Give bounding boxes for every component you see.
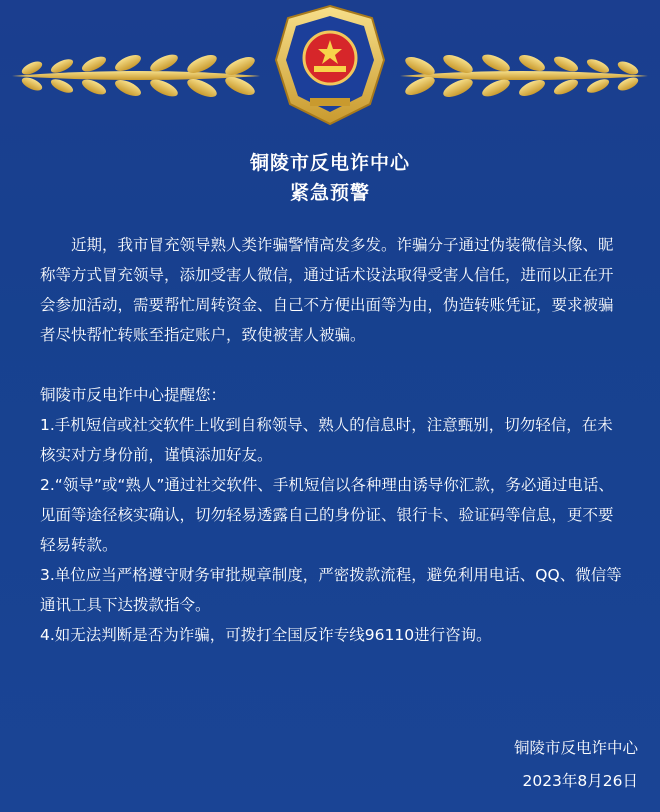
- notice-body: [40, 230, 625, 650]
- page-title: 铜陵市反电诈中心: [249, 152, 410, 174]
- tip-item-3: 3.单位应当严格遵守财务审批规章制度，严密拨款流程，避免利用电话、QQ、微信等通讯工具下达拨款指令。: [40, 566, 622, 614]
- tip-item-1: 1.手机短信或社交软件上收到自称领导、熟人的信息时，注意甄别，切勿轻信，在未核实对方身份前，谨慎添加好友。: [40, 416, 613, 464]
- remind-heading: 铜陵市反电诈中心提醒您：: [40, 386, 227, 404]
- emblem-graphic: [0, 0, 660, 130]
- header-emblem-row: [0, 0, 660, 130]
- right-laurel-icon: [400, 51, 648, 100]
- signature-block: [514, 732, 638, 798]
- title-block: [0, 148, 660, 208]
- signature-date: 2023年8月26日: [522, 772, 638, 790]
- intro-paragraph: 近期，我市冒充领导熟人类诈骗警情高发多发。诈骗分子通过伪装微信头像、昵称等方式冒充领导，添加受害人微信，通过话术设法取得受害人信任，进而以正在开会参加活动，需要帮忙周转资金、自己不方便出面等为由，伪造转账凭证，要求被骗者尽快帮忙转账至指定账户，致使被害人被骗。: [40, 236, 614, 344]
- page-subtitle: 紧急预警: [289, 182, 370, 204]
- tip-item-4: 4.如无法判断是否为诈骗，可拨打全国反诈专线96110进行咨询。: [40, 626, 492, 644]
- signature-org: 铜陵市反电诈中心: [513, 739, 638, 757]
- left-laurel-icon: [12, 51, 260, 100]
- tip-item-2: 2.“领导”或“熟人”通过社交软件、手机短信以各种理由诱导你汇款，务必通过电话、见面等途径核实确认，切勿轻易透露自己的身份证、银行卡、验证码等信息，更不要轻易转款。: [40, 476, 614, 554]
- police-emblem-icon: [276, 6, 384, 124]
